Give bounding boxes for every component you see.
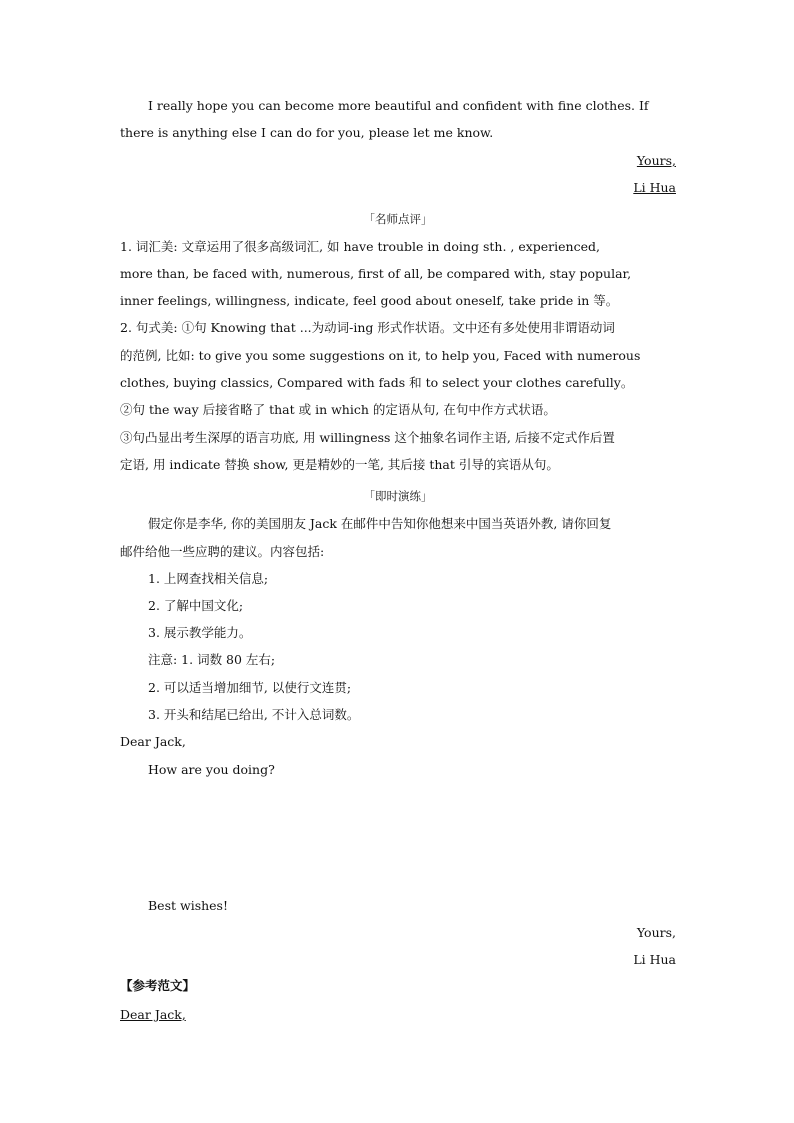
review-line: 1. 词汇美: 文章运用了很多高级词汇, 如 have trouble in doing sth. , experienced, [120, 239, 600, 254]
practice-signature: Li Hua [633, 952, 676, 967]
review-heading: 「名师点评」 [363, 212, 433, 226]
practice-prompt-line: 假定你是李华, 你的美国朋友 Jack 在邮件中告知你他想来中国当英语外教, 请你回复 [148, 516, 612, 531]
letter-paragraph-line: I really hope you can become more beautiful and confident with fine clothes. If [148, 98, 649, 113]
practice-item: 1. 上网查找相关信息; [148, 571, 269, 586]
practice-wishes: Best wishes! [148, 898, 228, 913]
sample-heading: 【参考范文】 [120, 978, 196, 993]
letter-closing: Yours, [636, 153, 676, 168]
review-line: 的范例, 比如: to give you some suggestions on it, to help you, Faced with numerous [120, 348, 641, 363]
practice-item: 3. 展示教学能力。 [148, 625, 252, 640]
practice-closing: Yours, [636, 925, 676, 940]
review-line: more than, be faced with, numerous, first of all, be compared with, stay popular, [120, 266, 632, 281]
letter-signature: Li Hua [633, 180, 676, 195]
practice-greeting: Dear Jack, [120, 734, 186, 749]
practice-note: 2. 可以适当增加细节, 以使行文连贯; [148, 680, 352, 695]
review-line: 定语, 用 indicate 替换 show, 更是精妙的一笔, 其后接 that 引导的宾语从句。 [120, 457, 559, 472]
practice-item: 2. 了解中国文化; [148, 598, 244, 613]
review-line: inner feelings, willingness, indicate, feel good about oneself, take pride in 等。 [120, 293, 619, 308]
practice-opening: How are you doing? [148, 762, 275, 777]
practice-heading: 「即时演练」 [363, 489, 433, 503]
practice-note: 注意: 1. 词数 80 左右; [148, 652, 276, 667]
practice-prompt-line: 邮件给他一些应聘的建议。内容包括: [120, 544, 325, 559]
sample-greeting: Dear Jack, [120, 1007, 186, 1022]
review-line: ③句凸显出考生深厚的语言功底, 用 willingness 这个抽象名词作主语, 后接不定式作后置 [120, 430, 615, 445]
review-line: clothes, buying classics, Compared with fads 和 to select your clothes carefully。 [120, 375, 634, 390]
review-line: 2. 句式美: ①句 Knowing that ...为动词-ing 形式作状语。文中还有多处使用非谓语动词 [120, 320, 615, 335]
letter-paragraph-line: there is anything else I can do for you, please let me know. [120, 125, 494, 140]
review-line: ②句 the way 后接省略了 that 或 in which 的定语从句, 在句中作方式状语。 [120, 402, 556, 417]
practice-note: 3. 开头和结尾已给出, 不计入总词数。 [148, 707, 360, 722]
